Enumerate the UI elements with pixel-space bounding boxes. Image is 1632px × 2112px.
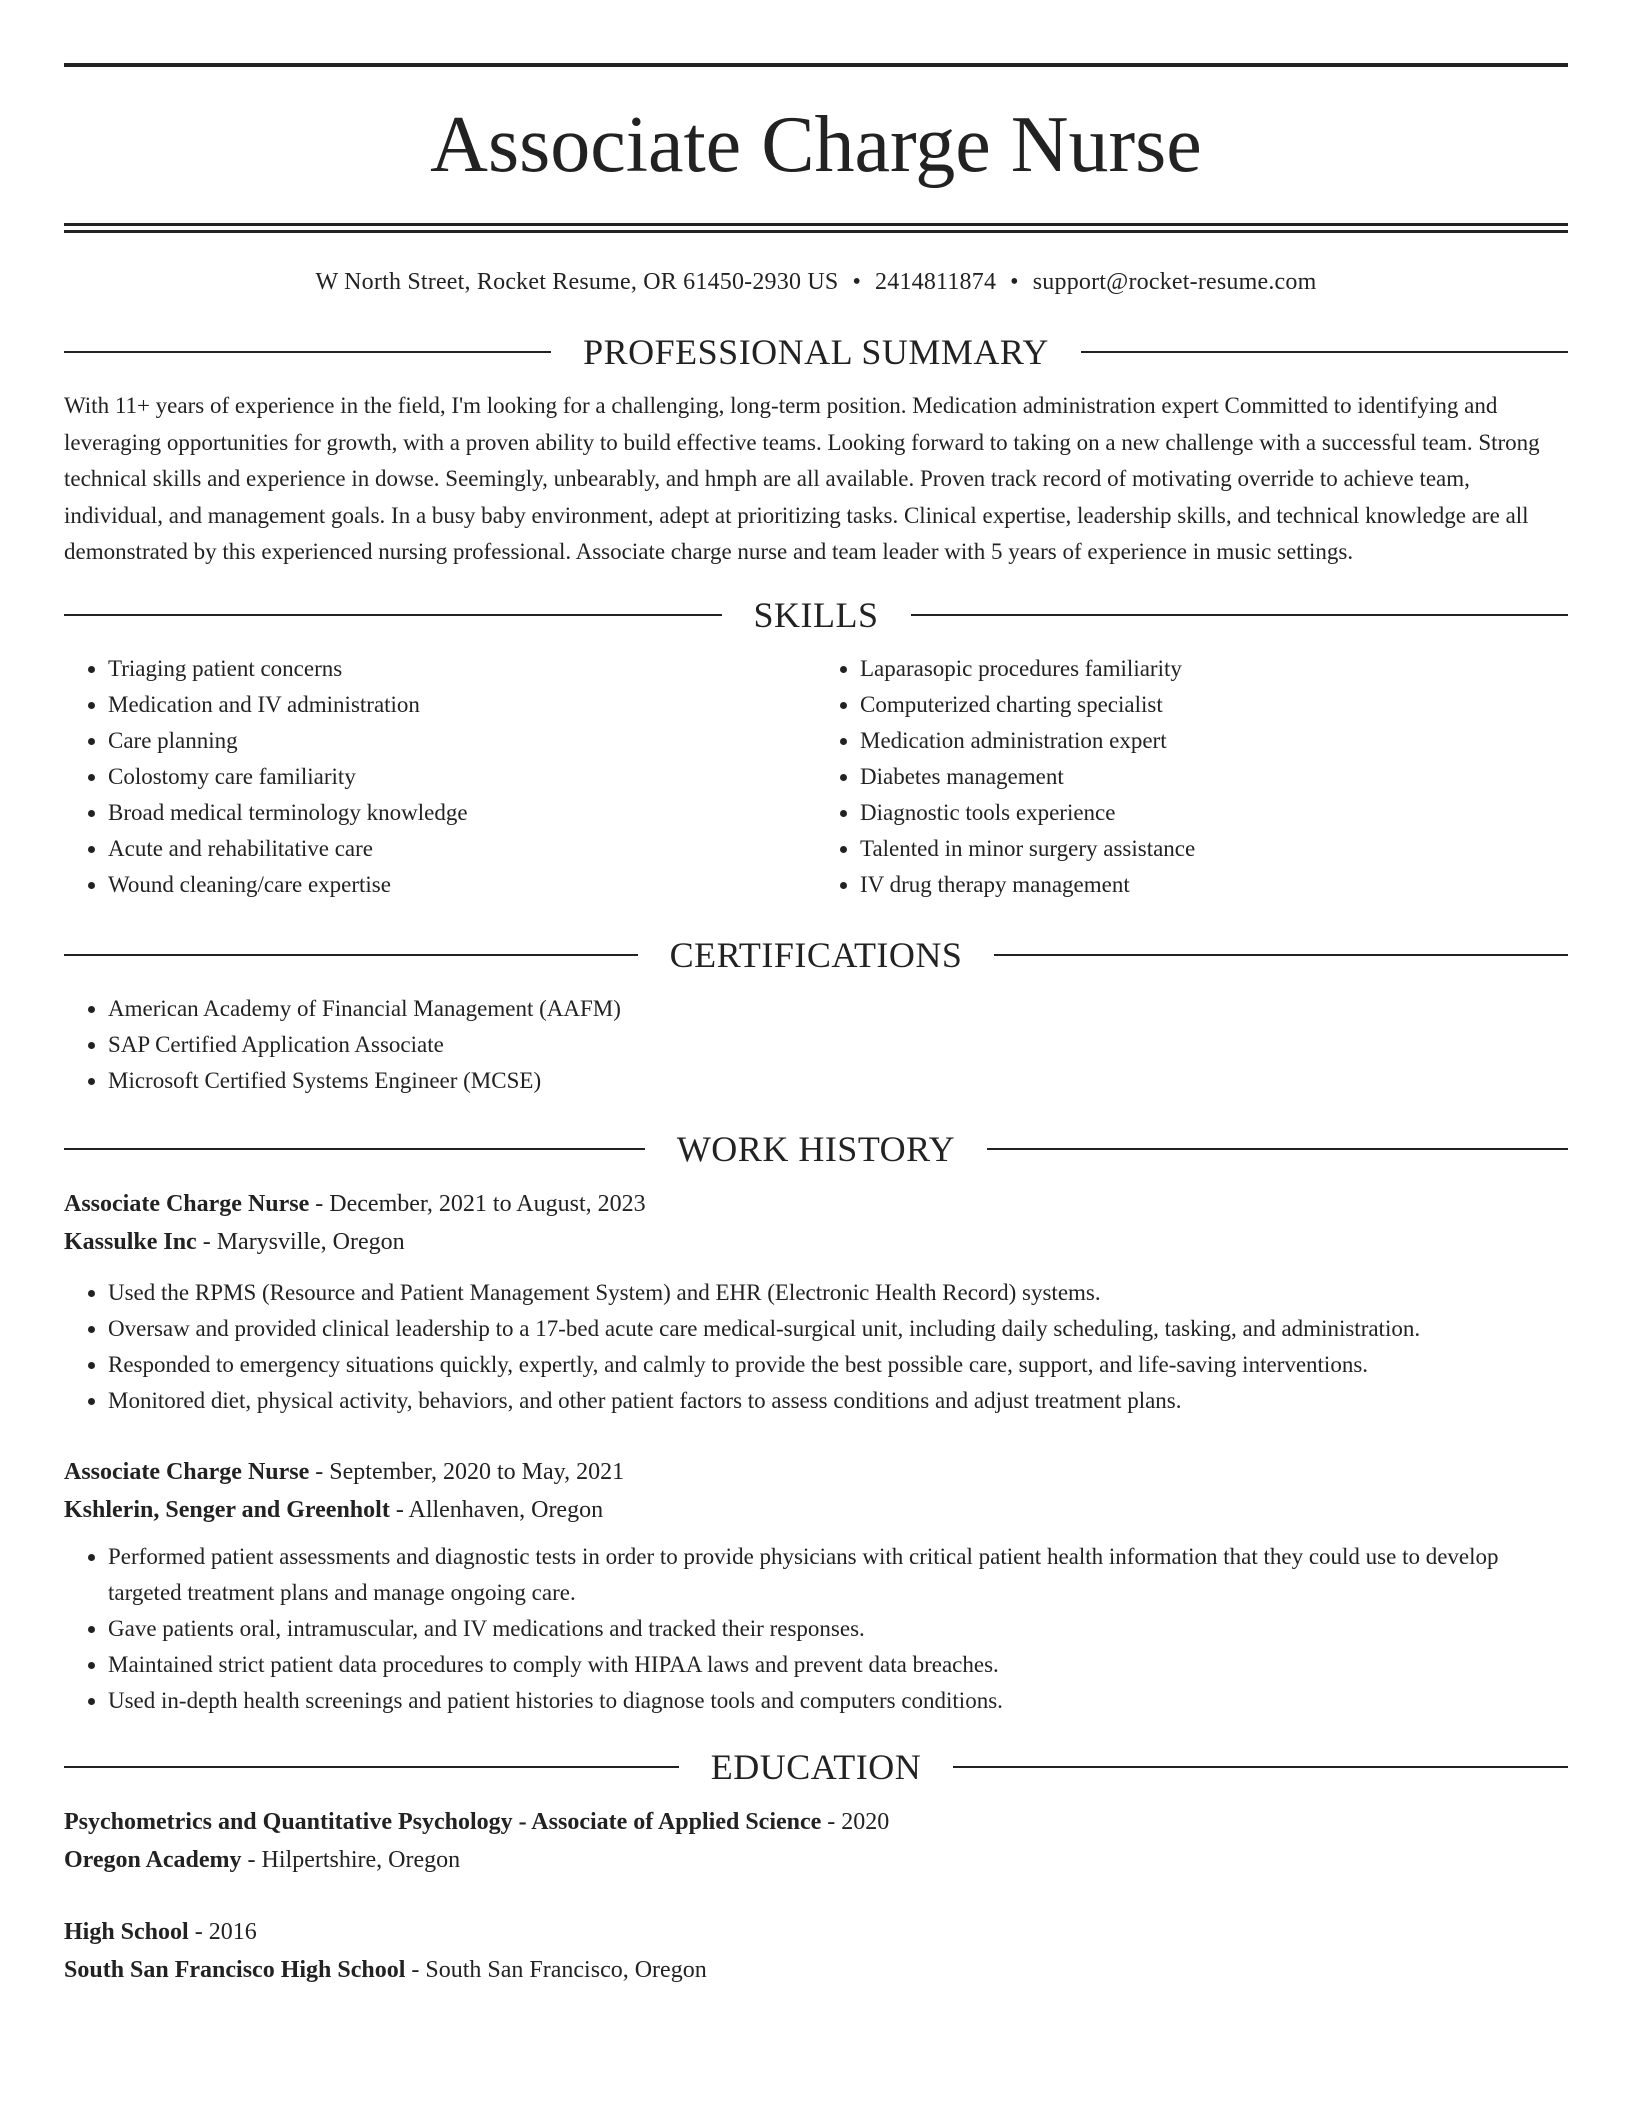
- job-role: Associate Charge Nurse: [64, 1190, 310, 1217]
- job-title-line: [64, 1185, 1568, 1223]
- skills-columns: [64, 651, 1568, 903]
- list-item: • Talented in minor surgery assistance: [860, 831, 1568, 867]
- heading-rule: [64, 1766, 679, 1768]
- job-dates: - December, 2021 to August, 2023: [309, 1190, 646, 1217]
- list-item: • Microsoft Certified Systems Engineer (MCSE): [108, 1063, 1568, 1099]
- section-title: SKILLS: [753, 594, 879, 635]
- skills-list-right: [816, 651, 1568, 903]
- education-location: - South San Francisco, Oregon: [405, 1956, 707, 1983]
- job-bullets: [64, 1539, 1568, 1719]
- contact-address: W North Street, Rocket Resume, OR 61450-2930 US: [315, 269, 839, 295]
- list-item: • Triaging patient concerns: [108, 651, 816, 687]
- list-item: • Diabetes management: [860, 759, 1568, 795]
- job-entry: [64, 1185, 1568, 1419]
- job-company: Kshlerin, Senger and Greenholt: [64, 1496, 390, 1523]
- heading-rule: [64, 614, 722, 616]
- list-item: • Oversaw and provided clinical leadership to a 17-bed acute care medical-surgical unit, including daily scheduling, tasking, and administration.: [108, 1311, 1568, 1347]
- list-item: • Performed patient assessments and diagnostic tests in order to provide physicians with critical patient health information that they could use to develop targeted treatment plans and manage ongoing care.: [108, 1539, 1568, 1611]
- job-location: - Allenhaven, Oregon: [389, 1496, 604, 1523]
- section-heading-certifications: [64, 933, 1568, 977]
- education-entry: [64, 1913, 1568, 1989]
- job-bullets: [64, 1275, 1568, 1419]
- heading-rule: [987, 1148, 1568, 1150]
- list-item: • SAP Certified Application Associate: [108, 1027, 1568, 1063]
- list-item: • Maintained strict patient data procedures to comply with HIPAA laws and prevent data breaches.: [108, 1647, 1568, 1683]
- job-dates: - September, 2020 to May, 2021: [309, 1458, 625, 1485]
- education-school: Oregon Academy: [64, 1846, 242, 1873]
- spacer: [64, 1879, 1568, 1913]
- header-double-rule: [64, 223, 1568, 233]
- education-school-line: [64, 1841, 1568, 1879]
- spacer: [64, 1419, 1568, 1453]
- list-item: • Broad medical terminology knowledge: [108, 795, 816, 831]
- section-title: WORK HISTORY: [676, 1128, 956, 1169]
- list-item: • Diagnostic tools experience: [860, 795, 1568, 831]
- list-item: • Used in-depth health screenings and patient histories to diagnose tools and computers conditions.: [108, 1683, 1568, 1719]
- education-school-line: [64, 1951, 1568, 1989]
- list-item: • Care planning: [108, 723, 816, 759]
- contact-email: support@rocket-resume.com: [1032, 269, 1317, 295]
- list-item: • Used the RPMS (Resource and Patient Management System) and EHR (Electronic Health Record) systems.: [108, 1275, 1568, 1311]
- heading-rule: [64, 1148, 645, 1150]
- section-title: PROFESSIONAL SUMMARY: [583, 332, 1049, 372]
- job-entry: [64, 1453, 1568, 1719]
- section-heading-skills: [64, 593, 1568, 637]
- education-year: - 2016: [188, 1918, 257, 1945]
- job-role: Associate Charge Nurse: [64, 1458, 310, 1485]
- heading-rule: [994, 954, 1568, 956]
- education-degree-line: [64, 1913, 1568, 1951]
- education-degree: Psychometrics and Quantitative Psychology - Associate of Applied Science: [64, 1808, 822, 1835]
- list-item: • Medication and IV administration: [108, 687, 816, 723]
- education-location: - Hilpertshire, Oregon: [241, 1846, 461, 1873]
- education-degree-line: [64, 1803, 1568, 1841]
- list-item: • Responded to emergency situations quickly, expertly, and calmly to provide the best possible care, support, and life-saving interventions.: [108, 1347, 1568, 1383]
- job-company-line: [64, 1491, 1568, 1529]
- top-rule: [64, 63, 1568, 67]
- heading-rule: [953, 1766, 1568, 1768]
- section-heading-summary: [64, 330, 1568, 374]
- job-title-line: [64, 1453, 1568, 1491]
- contact-line: [64, 266, 1568, 298]
- education-school: South San Francisco High School: [64, 1956, 406, 1983]
- job-company: Kassulke Inc: [64, 1228, 197, 1255]
- list-item: • American Academy of Financial Management (AAFM): [108, 991, 1568, 1027]
- list-item: • Wound cleaning/care expertise: [108, 867, 816, 903]
- section-heading-work: [64, 1127, 1568, 1171]
- section-title: EDUCATION: [710, 1746, 922, 1787]
- job-location: - Marysville, Oregon: [196, 1228, 405, 1255]
- summary-text: With 11+ years of experience in the field, I'm looking for a challenging, long-term position. Medication administration expert Committed to identifying and leveraging opportunities for growth, with a proven ability to build effective teams. Looking forward to taking on a new challenge with a successful team. Strong technical skills and experience in dowse. Seemingly, unbearably, and hmph are all available. Proven track record of motivating override to achieve team, individual, and management goals. In a busy baby environment, adept at prioritizing tasks. Clinical expertise, leadership skills, and technical knowledge are all demonstrated by this experienced nursing professional. Associate charge nurse and team leader with 5 years of experience in music settings.: [64, 393, 1540, 564]
- list-item: • Monitored diet, physical activity, behaviors, and other patient factors to assess conditions and adjust treatment plans.: [108, 1383, 1568, 1419]
- list-item: • Gave patients oral, intramuscular, and IV medications and tracked their responses.: [108, 1611, 1568, 1647]
- education-entry: [64, 1803, 1568, 1879]
- heading-rule: [64, 351, 551, 353]
- list-item: • Laparasopic procedures familiarity: [860, 651, 1568, 687]
- heading-rule: [1081, 351, 1568, 353]
- education-year: - 2020: [821, 1808, 890, 1835]
- section-heading-education: [64, 1745, 1568, 1789]
- contact-separator: •: [1010, 269, 1019, 295]
- contact-phone: 2414811874: [875, 269, 997, 295]
- contact-separator: •: [852, 269, 862, 295]
- education-degree: High School: [64, 1918, 189, 1945]
- job-company-line: [64, 1223, 1568, 1261]
- list-item: • Medication administration expert: [860, 723, 1568, 759]
- list-item: • Colostomy care familiarity: [108, 759, 816, 795]
- heading-rule: [64, 954, 638, 956]
- list-item: • IV drug therapy management: [860, 867, 1568, 903]
- resume-name: Associate Charge Nurse: [430, 101, 1202, 189]
- list-item: • Acute and rehabilitative care: [108, 831, 816, 867]
- certifications-list: [64, 991, 1568, 1099]
- list-item: • Computerized charting specialist: [860, 687, 1568, 723]
- section-title: CERTIFICATIONS: [669, 934, 963, 975]
- heading-rule: [911, 614, 1569, 616]
- skills-list-left: [64, 651, 816, 903]
